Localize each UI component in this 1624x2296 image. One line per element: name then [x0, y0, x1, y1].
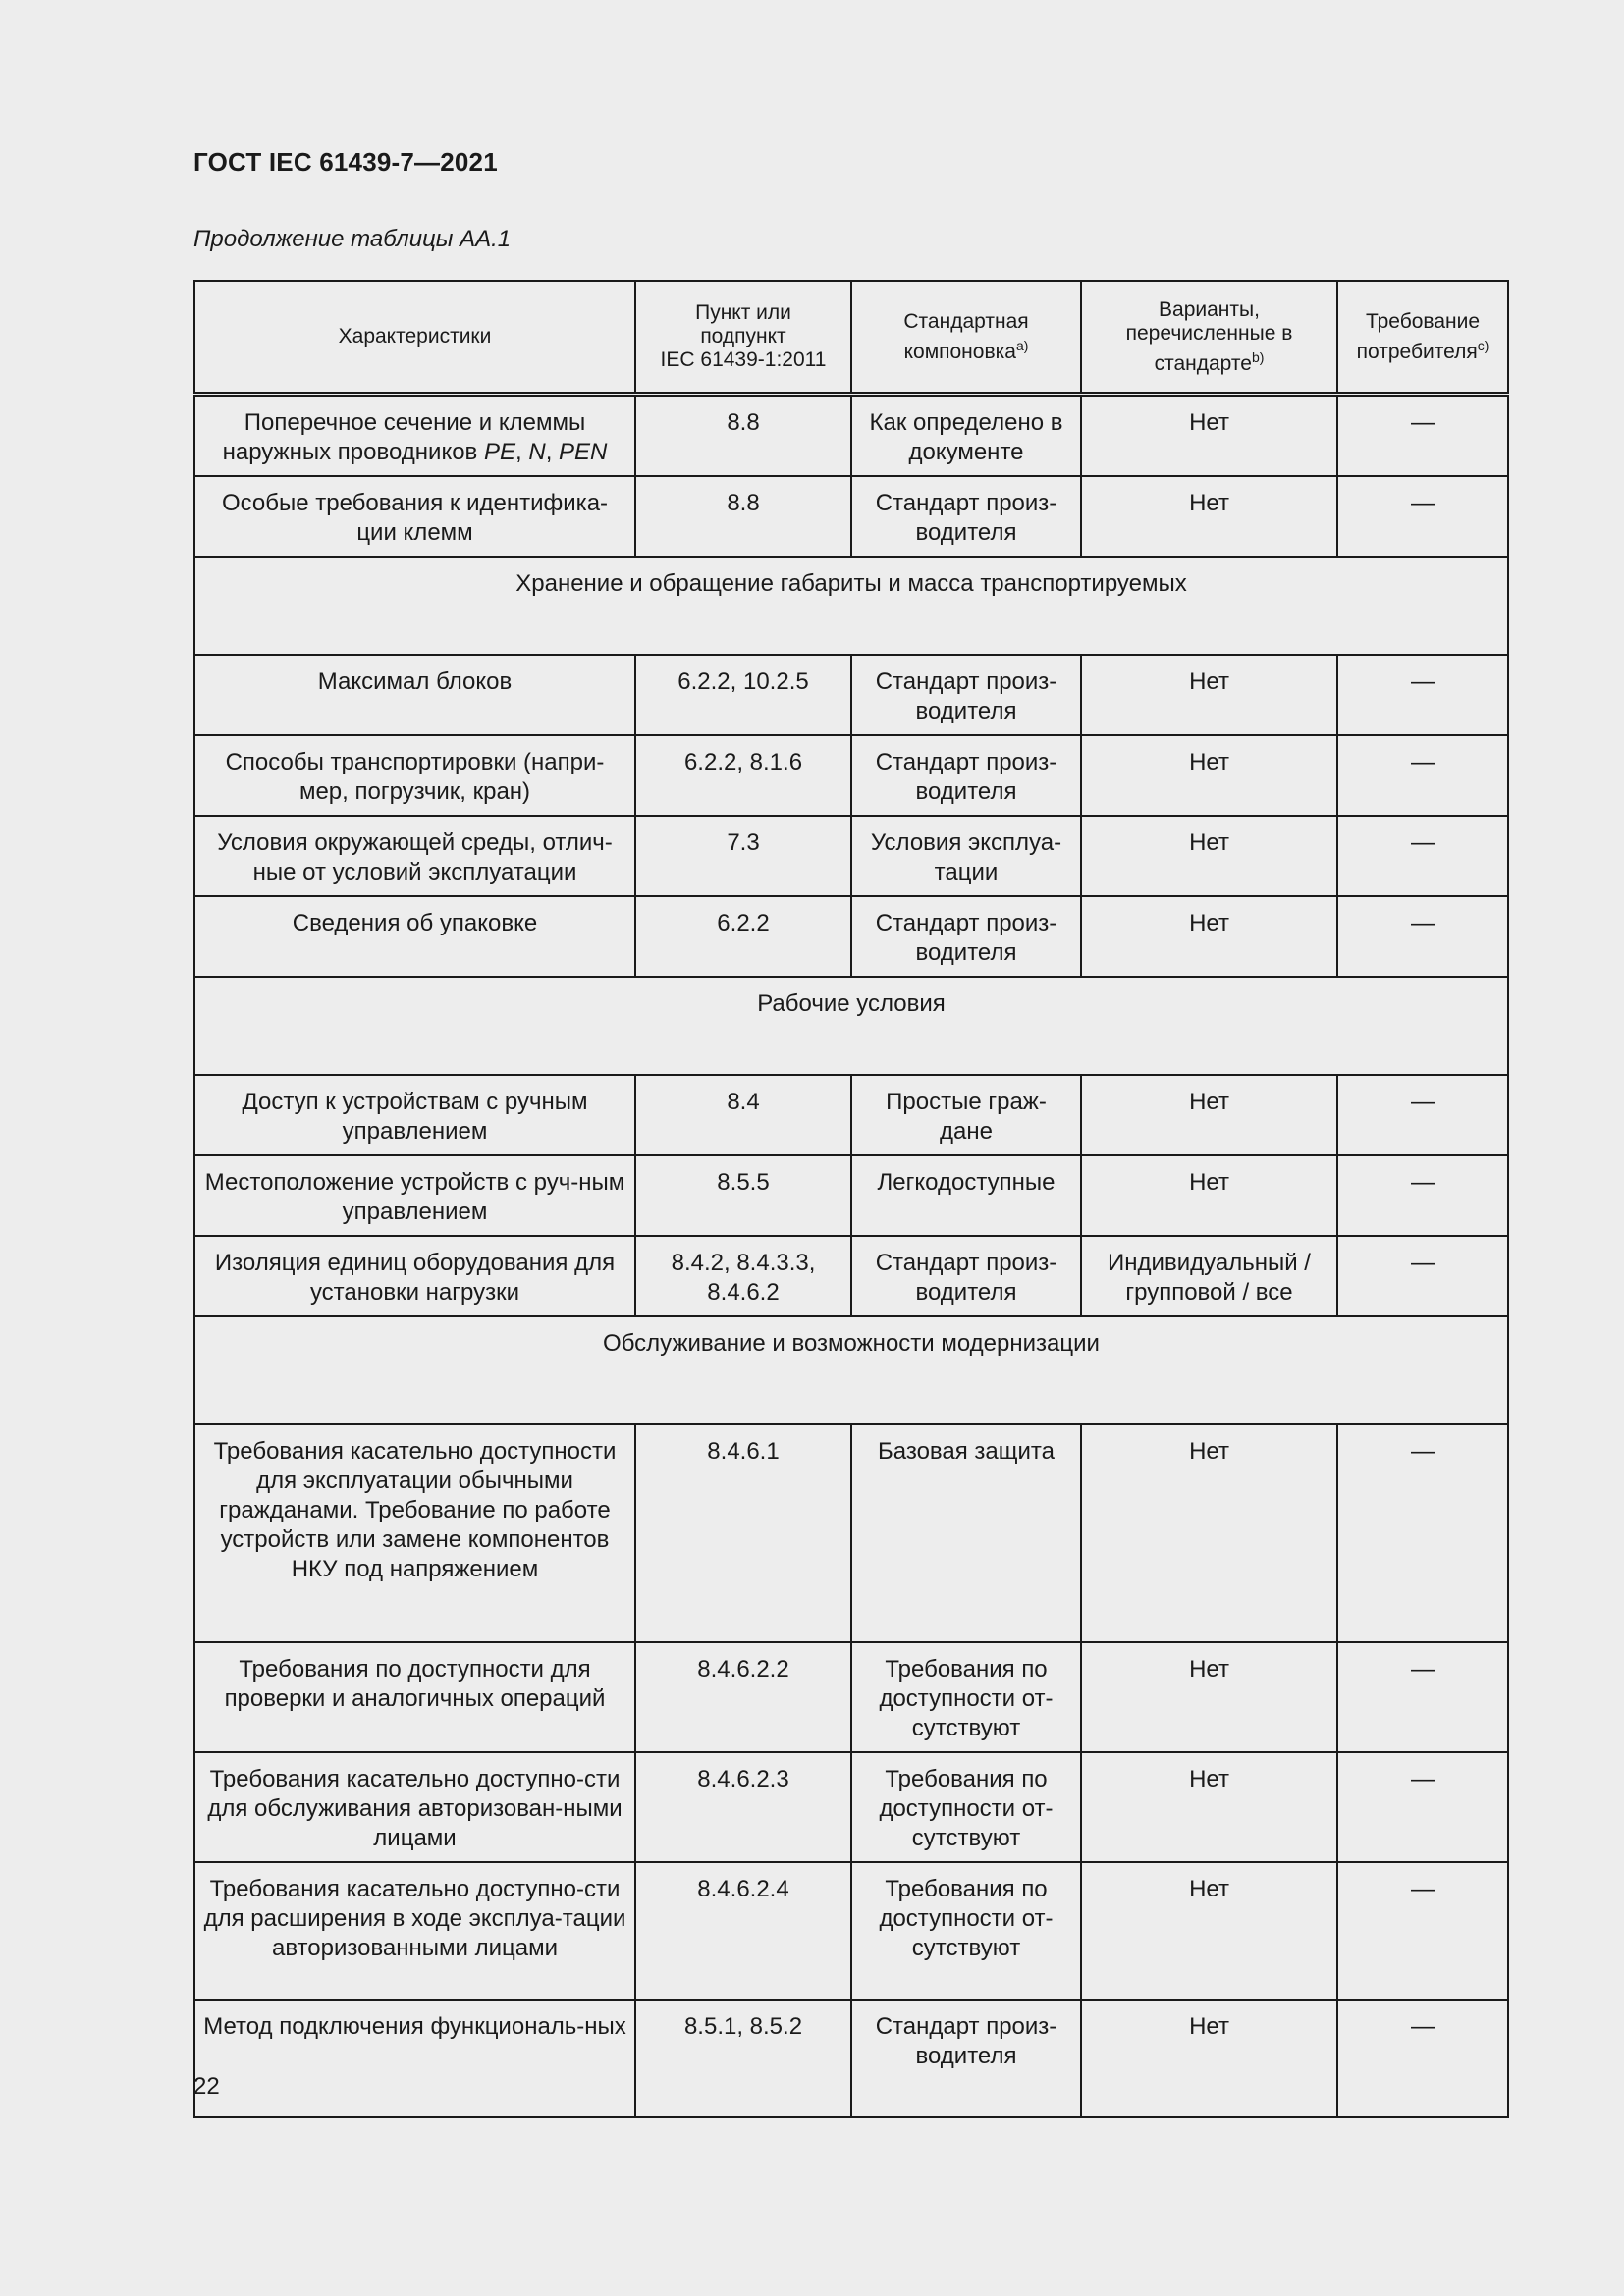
- cell-characteristic: Изоляция единиц оборудования для установки нагрузки: [194, 1236, 635, 1316]
- cell-standard-arrangement: Условия эксплуа-тации: [851, 816, 1081, 896]
- cell-standard-arrangement: Требования по доступности от-сутствуют: [851, 1642, 1081, 1752]
- cell-clause: 8.4.6.1: [635, 1424, 851, 1642]
- cell-clause: 8.8: [635, 395, 851, 477]
- cell-clause: 8.4.2, 8.4.3.3, 8.4.6.2: [635, 1236, 851, 1316]
- cell-clause: 8.5.5: [635, 1155, 851, 1236]
- cell-clause: 7.3: [635, 816, 851, 896]
- header-clause-line: Пункт или: [695, 301, 791, 324]
- header-line: стандарте: [1154, 351, 1252, 375]
- section-header-row: [194, 557, 1508, 655]
- cell-variants: Нет: [1081, 1155, 1337, 1236]
- cell-variants: Нет: [1081, 1075, 1337, 1155]
- cell-clause: 8.8: [635, 476, 851, 557]
- cell-characteristic: Максимал блоков: [194, 655, 635, 735]
- cell-standard-arrangement: Стандарт произ-водителя: [851, 476, 1081, 557]
- section-title: Рабочие условия: [194, 977, 1508, 1075]
- table-row: [194, 2000, 1508, 2117]
- table-row: [194, 1155, 1508, 1236]
- page-number: 22: [193, 2073, 220, 2100]
- header-characteristics: Характеристики: [194, 281, 635, 395]
- cell-user-requirement: —: [1337, 1752, 1508, 1862]
- cell-standard-arrangement: Стандарт произ-водителя: [851, 896, 1081, 977]
- cell-standard-arrangement: Легкодоступные: [851, 1155, 1081, 1236]
- cell-characteristic: Способы транспортировки (напри-мер, погрузчик, кран): [194, 735, 635, 816]
- cell-user-requirement: —: [1337, 1642, 1508, 1752]
- header-standard-arrangement: [851, 281, 1081, 395]
- table-row: [194, 1752, 1508, 1862]
- cell-standard-arrangement: Базовая защита: [851, 1424, 1081, 1642]
- cell-standard-arrangement: Требования по доступности от-сутствуют: [851, 1752, 1081, 1862]
- table-header-row: [194, 281, 1508, 395]
- cell-characteristic: Требования касательно доступно-сти для обслуживания авторизован-ными лицами: [194, 1752, 635, 1862]
- characteristics-table: [193, 280, 1509, 2118]
- header-line: Варианты,: [1159, 297, 1260, 321]
- cell-clause: 8.4.6.2.2: [635, 1642, 851, 1752]
- footnote-mark: a): [1015, 337, 1029, 353]
- cell-user-requirement: —: [1337, 896, 1508, 977]
- cell-characteristic: [194, 395, 635, 477]
- table-row: [194, 1862, 1508, 2000]
- header-variants: [1081, 281, 1337, 395]
- table-row: [194, 476, 1508, 557]
- cell-variants: Нет: [1081, 1752, 1337, 1862]
- cell-user-requirement: —: [1337, 1155, 1508, 1236]
- cell-clause: 8.4.6.2.3: [635, 1752, 851, 1862]
- cell-variants: Нет: [1081, 1424, 1337, 1642]
- cell-variants: Нет: [1081, 816, 1337, 896]
- cell-characteristic: Условия окружающей среды, отлич-ные от условий эксплуатации: [194, 816, 635, 896]
- header-line: потребителя: [1356, 340, 1478, 363]
- cell-characteristic: Доступ к устройствам с ручным управлением: [194, 1075, 635, 1155]
- table-row: [194, 1075, 1508, 1155]
- footnote-mark: c): [1477, 337, 1489, 353]
- cell-text-part: ,: [515, 439, 529, 465]
- cell-variants: Нет: [1081, 735, 1337, 816]
- cell-user-requirement: —: [1337, 1424, 1508, 1642]
- header-clause: [635, 281, 851, 395]
- cell-variants: Нет: [1081, 476, 1337, 557]
- table-row: [194, 816, 1508, 896]
- header-line: компоновка: [903, 340, 1016, 363]
- cell-clause: 8.5.1, 8.5.2: [635, 2000, 851, 2117]
- section-title: Хранение и обращение габариты и масса транспортируемых: [194, 557, 1508, 655]
- cell-characteristic: Требования по доступности для проверки и аналогичных операций: [194, 1642, 635, 1752]
- cell-user-requirement: —: [1337, 2000, 1508, 2117]
- document-title: ГОСТ IEC 61439-7—2021: [193, 147, 498, 177]
- header-line: Требование: [1365, 309, 1481, 333]
- cell-text-part: N: [528, 439, 546, 465]
- cell-clause: 6.2.2, 8.1.6: [635, 735, 851, 816]
- cell-user-requirement: —: [1337, 816, 1508, 896]
- cell-user-requirement: —: [1337, 735, 1508, 816]
- cell-characteristic: Особые требования к идентифика-ции клемм: [194, 476, 635, 557]
- cell-standard-arrangement: Стандарт произ-водителя: [851, 1236, 1081, 1316]
- header-clause-line: подпункт: [700, 325, 786, 347]
- table-row: [194, 1424, 1508, 1642]
- cell-variants: Нет: [1081, 655, 1337, 735]
- cell-clause: 6.2.2, 10.2.5: [635, 655, 851, 735]
- cell-characteristic: Требования касательно доступно-сти для расширения в ходе эксплуа-тации авторизованными лицами: [194, 1862, 635, 2000]
- cell-standard-arrangement: Стандарт произ-водителя: [851, 735, 1081, 816]
- cell-clause: 6.2.2: [635, 896, 851, 977]
- cell-text-part: PEN: [559, 439, 608, 465]
- section-title: Обслуживание и возможности модернизации: [194, 1316, 1508, 1424]
- table-row: [194, 896, 1508, 977]
- cell-variants: Нет: [1081, 896, 1337, 977]
- header-user-requirement: [1337, 281, 1508, 395]
- cell-characteristic: Метод подключения функциональ-ных: [194, 2000, 635, 2117]
- cell-clause: 8.4: [635, 1075, 851, 1155]
- cell-user-requirement: —: [1337, 655, 1508, 735]
- cell-standard-arrangement: Простые граж-дане: [851, 1075, 1081, 1155]
- cell-user-requirement: —: [1337, 1862, 1508, 2000]
- cell-user-requirement: —: [1337, 395, 1508, 477]
- cell-user-requirement: —: [1337, 476, 1508, 557]
- table-row: [194, 735, 1508, 816]
- section-header-row: [194, 1316, 1508, 1424]
- cell-variants: Индивидуальный / групповой / все: [1081, 1236, 1337, 1316]
- header-line: перечисленные в: [1125, 321, 1293, 345]
- cell-user-requirement: —: [1337, 1075, 1508, 1155]
- table-caption: Продолжение таблицы АА.1: [193, 226, 512, 252]
- cell-clause: 8.4.6.2.4: [635, 1862, 851, 2000]
- table-row: [194, 395, 1508, 477]
- cell-variants: Нет: [1081, 2000, 1337, 2117]
- cell-standard-arrangement: Как определено в документе: [851, 395, 1081, 477]
- cell-text-part: PE: [483, 439, 515, 465]
- cell-characteristic: Сведения об упаковке: [194, 896, 635, 977]
- cell-variants: Нет: [1081, 395, 1337, 477]
- table-row: [194, 655, 1508, 735]
- cell-text-part: Поперечное сечение и клеммы: [244, 409, 586, 436]
- cell-variants: Нет: [1081, 1642, 1337, 1752]
- header-clause-line: IEC 61439-1:2011: [660, 348, 827, 371]
- header-line: Стандартная: [903, 309, 1029, 333]
- table-row: [194, 1642, 1508, 1752]
- cell-user-requirement: —: [1337, 1236, 1508, 1316]
- table-body: [194, 395, 1508, 2118]
- section-header-row: [194, 977, 1508, 1075]
- table-row: [194, 1236, 1508, 1316]
- footnote-mark: b): [1251, 348, 1265, 365]
- cell-characteristic: Местоположение устройств с руч-ным управлением: [194, 1155, 635, 1236]
- cell-characteristic: Требования касательно доступности для эксплуатации обычными гражданами. Требование по работе устройств или замене компонентов НКУ под напряжением: [194, 1424, 635, 1642]
- cell-standard-arrangement: Стандарт произ-водителя: [851, 2000, 1081, 2117]
- cell-standard-arrangement: Требования по доступности от-сутствуют: [851, 1862, 1081, 2000]
- cell-text-part: наружных проводников: [222, 439, 484, 465]
- cell-standard-arrangement: Стандарт произ-водителя: [851, 655, 1081, 735]
- cell-text-part: ,: [545, 439, 560, 465]
- cell-variants: Нет: [1081, 1862, 1337, 2000]
